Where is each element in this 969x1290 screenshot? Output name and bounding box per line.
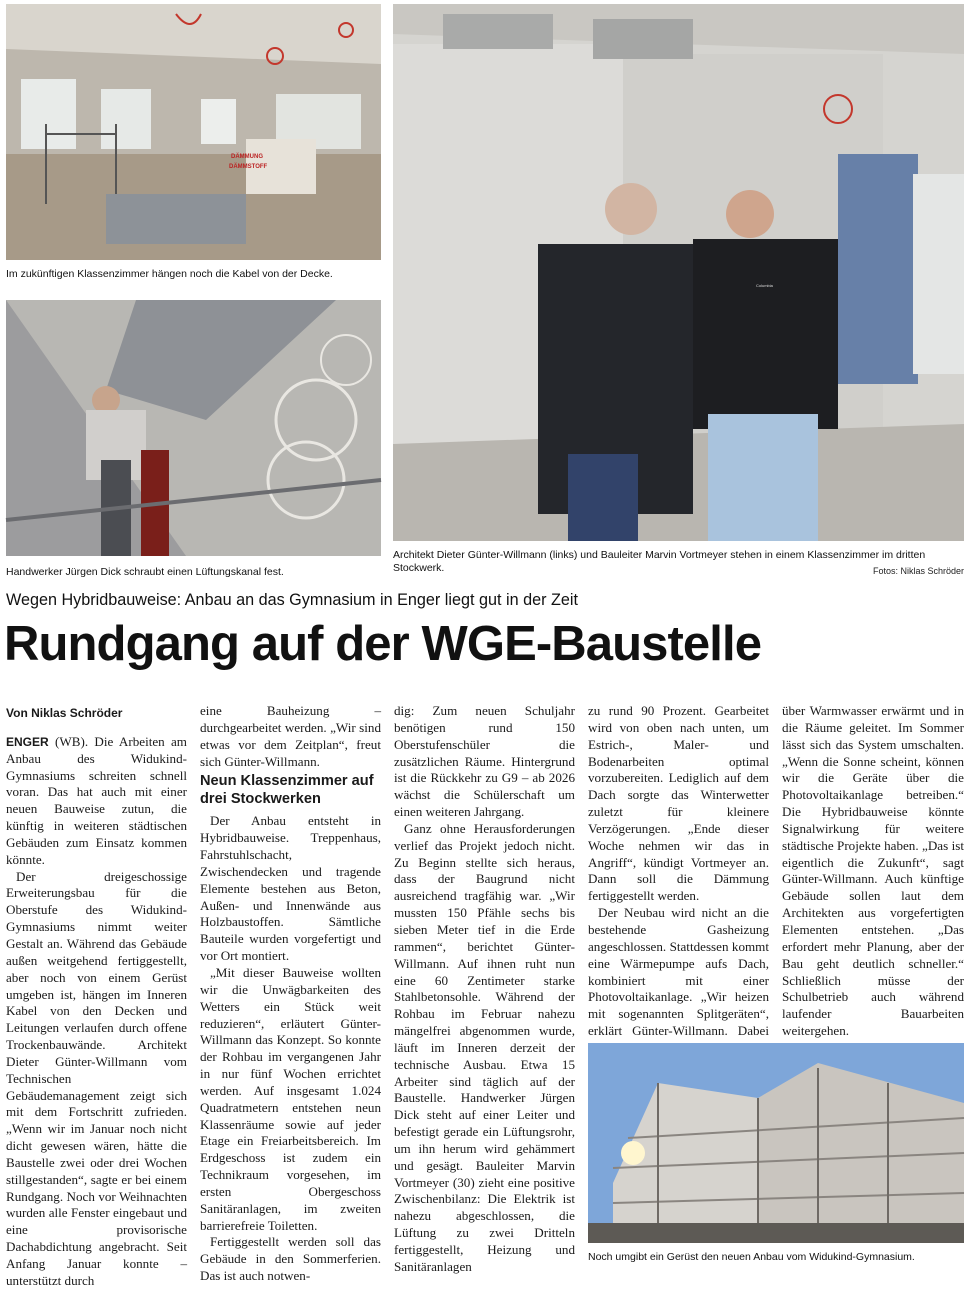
col4-paragraph-1: zu rund 90 Prozent. Gearbeitet wird von oben nach unten, um Estrich-, Maler- und Bodenarbeiten optimal vorzubereiten. Lediglich auf dem Dach sorgte das Winterwetter zuletzt für kleinere Verzögerungen. „Ende dieser Woche nehmen wir das in Angriff“, kündigt Vortmeyer an. Dann soll die Dämmung fertiggestellt werden. — [588, 703, 769, 904]
insulation-label-2: DÄMMSTOFF — [229, 164, 268, 170]
scaffold-caption: Noch umgibt ein Gerüst den neuen Anbau vom Widukind-Gymnasium. — [588, 1251, 915, 1263]
portrait-caption: Architekt Dieter Günter-Willmann (links) und Bauleiter Marvin Vortmeyer stehen in einem Klassenzimmer im dritten Stockwerk. — [393, 549, 926, 574]
worker-photo — [6, 300, 381, 556]
col1-paragraph-2: Der dreigeschossige Erweiterungsbau für die Oberstufe des Widukind-Gymnasiums nimmt weiter Gestalt an. Während das Gebäude außen weitgehend fertiggestellt, aber noch von einem Gerüst umgeben ist, hängen im Inneren Kabel von den Decken und Leitungen verlaufen durch offene Trockenbauwände. Architekt Dieter Günter-Willmann vom Technischen Gebäudemanagement zeigt sich mit dem Fortschritt zufrieden. „Wenn wir im Januar noch nicht dicht gewesen wären, hätte die Baustelle zwei oder drei Wochen stillgestanden“, sagte er bei einem Rundgang. Noch vor Weihnachten wurden alle Fenster eingebaut und eine provisorische Dachabdichtung angebracht. Seit Anfang Januar konnte – unterstützt durch — [6, 868, 187, 1288]
headline: Rundgang auf der WGE-Baustelle — [4, 617, 762, 671]
jacket-logo: Columbia — [756, 283, 773, 288]
lead-text: Die Arbeiten am Anbau des Widukind-Gymnasiums schreiten schnell voran. Das hat auch mit einer neuen Bauweise zutun, die künftig in weiteren städtischen Gebäuden zum Einsatz kommen könnte. — [6, 733, 187, 867]
scaffold-photo — [588, 1043, 964, 1243]
col3-paragraph-2: Ganz ohne Herausforderungen verlief das Projekt jedoch nicht. Zu Beginn stellte sich heraus, dass der Baugrund nicht ausreichend tragfähig war. „Wir mussten 150 Pfähle sechs bis sieben Meter tief in die Erde rammen“, berichtet Günter-Willmann. Auf ihnen ruht nun eine 60 Zentimeter starke Stahlbetonsohle. Während der Rohbau im Februar nahezu mängelfrei abgenommen wurde, läuft im Inneren derzeit der technische Ausbau. Etwa 15 Arbeiter sind täglich auf der Baustelle. Handwerker Jürgen Dick steht auf einer Leiter und befestigt gerade ein Lüftungsrohr, um ihn herum wird gehämmert und gesägt. Bauleiter Marvin Vortmeyer (30) zieht eine positive Zwischenbilanz: Die Elektrik ist nahezu abgeschlossen, die Lüftung zu zwei Dritteln fertiggestellt, Heizung und Sanitäranlagen — [394, 820, 575, 1274]
column-5 — [782, 703, 964, 1040]
kicker: Wegen Hybridbauweise: Anbau an das Gymnasium in Enger liegt gut in der Zeit — [6, 591, 578, 609]
col2-paragraph-1: eine Bauheizung – durchgearbeitet werden. „Wir sind etwas vor dem Zeitplan“, freut sich Günter-Willmann. — [200, 703, 381, 769]
col2-paragraph-3: „Mit dieser Bauweise wollten wir die Unwägbarkeiten des Wetters ein Stück weit reduzieren“, erläutert Günter-Willmann das Konzept. So konnte der Rohbau im vergangenen Jahr in nur fünf Wochen errichtet werden. Auf insgesamt 1.024 Quadratmetern entstehen neun Klassenräume sowie auf jeder Etage ein Freiarbeitsbereich. Im Erdgeschoss ist zudem ein Technikraum vorgesehen, im ersten Obergeschoss Sanitäranlagen, im zweiten barrierefreie Toiletten. — [200, 964, 381, 1233]
column-4 — [588, 703, 769, 1057]
column-2 — [200, 703, 381, 1285]
col4-paragraph-2: Der Neubau wird nicht an die bestehende Gasheizung angeschlossen. Stattdessen kommt eine Wärmepumpe aufs Dach, kombiniert mit einer Photovoltaikanlage. „Wir heizen mit sogenannten Splitgeräten“, erklärt Günter-Willmann. Dabei — [588, 905, 769, 1039]
byline: Von Niklas Schröder — [6, 706, 123, 720]
dateline-agency: (WB). — [55, 733, 89, 749]
insulation-label-1: DÄMMUNG — [231, 154, 263, 160]
worker-caption: Handwerker Jürgen Dick schraubt einen Lüftungskanal fest. — [6, 566, 284, 578]
col2-paragraph-4: Fertiggestellt werden soll das Gebäude in den Sommerferien. Das ist auch notwen- — [200, 1234, 381, 1284]
column-1 — [6, 703, 187, 1290]
col5-paragraph-1: über Warmwasser erwärmt und in die Räume geleitet. Im Sommer lässt sich das System umschalten. „Wenn die Sonne scheint, können wir die Geräte über die Photovoltaikanlage betreiben.“ Die Hybridbauweise könnte Signalwirkung für weitere städtische Projekte haben. „Das ist eigentlich die Zukunft“, sagt Günter-Willmann. Auch künftige Gebäude sollen laut dem Architekten aus vorgefertigten Elementen entstehen. „Das erfordert mehr Planung, aber der Bau geht deutlich schneller.“ Schließlich müsse der Schulbetrieb auch während laufender Bauarbeiten weitergehen. — [782, 703, 964, 1039]
photo-credit: Fotos: Niklas Schröder — [872, 566, 964, 576]
col2-paragraph-2: Der Anbau entsteht in Hybridbauweise. Treppenhaus, Fahrstuhlschacht, Zwischendecken und tragende Elemente bestehen aus Beton, Außen- und Innenwände aus Holzbaustoffen. Sämtliche Bauteile wurden vorgefertigt und vor Ort montiert. — [200, 813, 381, 964]
classroom-photo — [6, 4, 381, 260]
column-3 — [394, 703, 575, 1276]
col3-paragraph-1: dig: Zum neuen Schuljahr benötigen rund 150 Oberstufenschüler die zusätzlichen Räume. Hintergrund ist die Rückkehr zu G9 – ab 2026 wächst die Schülerschaft um einen weiteren Jahrgang. — [394, 703, 575, 820]
subhead: Neun Klassenzimmer auf drei Stockwerken — [200, 773, 374, 808]
portrait-photo — [393, 4, 964, 541]
dateline-place: ENGER — [6, 734, 49, 749]
classroom-caption: Im zukünftigen Klassenzimmer hängen noch die Kabel von der Decke. — [6, 268, 333, 280]
